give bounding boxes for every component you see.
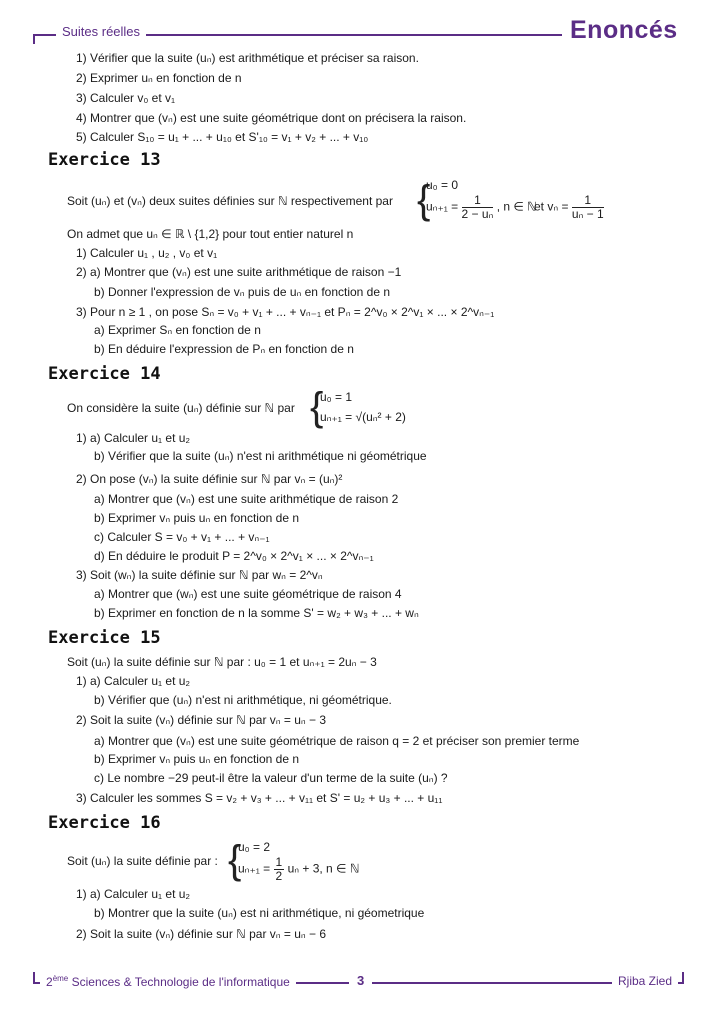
system-line-u0: u₀ = 0 (426, 178, 459, 192)
exercise-13-title: Exercice 13 (48, 150, 161, 170)
system-brace: { (417, 178, 431, 222)
footer-course: 2ème Sciences & Technologie de l'informatique (40, 974, 296, 989)
list-item: 3) Calculer v₀ et v₁ (76, 91, 176, 105)
system-line-recurrence: uₙ₊₁ = $\frac{1}{2}$ uₙ + 3, n ∈ ℕ (238, 855, 360, 883)
fraction: $\frac{1}{2}$ (275, 855, 283, 883)
list-item: 2) Exprimer uₙ en fonction de n (76, 71, 242, 85)
exercise-15-intro: Soit (uₙ) la suite définie sur ℕ par : u₀ = 1 et uₙ₊₁ = 2uₙ − 3 (67, 655, 377, 669)
list-item: 1) a) Calculer u₁ et u₂ (76, 674, 191, 688)
system-line-u0: u₀ = 2 (238, 840, 271, 854)
list-item: b) Exprimer en fonction de n la somme S' = w₂ + w₃ + ... + wₙ (94, 606, 419, 620)
v-definition: et vₙ = $\frac{1}{\text{uₙ − 1}}$ (534, 193, 604, 221)
exercise-14-intro: On considère la suite (uₙ) définie sur ℕ par (67, 401, 295, 415)
system-brace: { (228, 838, 242, 882)
list-item: 1) a) Calculer u₁ et u₂ (76, 431, 191, 445)
exercise-16-intro: Soit (uₙ) la suite définie par : (67, 854, 218, 868)
list-item: 3) Calculer les sommes S = v₂ + v₃ + ... + v₁₁ et S' = u₂ + u₃ + ... + u₁₁ (76, 791, 443, 805)
system-brace: { (310, 385, 324, 429)
system-line-recurrence: uₙ₊₁ = $\frac{1}{\text{2 − uₙ}}$ , n ∈ ℕ (426, 193, 537, 221)
exercise-13-admit: On admet que uₙ ∈ ℝ \ {1,2} pour tout entier naturel n (67, 227, 354, 241)
list-item: a) Montrer que (vₙ) est une suite géométrique de raison q = 2 et préciser son premier terme (94, 734, 580, 748)
exercise-14-title: Exercice 14 (48, 364, 161, 384)
list-item: 4) Montrer que (vₙ) est une suite géométrique dont on précisera la raison. (76, 111, 467, 125)
list-item: c) Calculer S = v₀ + v₁ + ... + vₙ₋₁ (94, 530, 270, 544)
list-item: b) Donner l'expression de vₙ puis de uₙ en fonction de n (94, 285, 391, 299)
list-item: 2) a) Montrer que (vₙ) est une suite arithmétique de raison −1 (76, 265, 402, 279)
list-item: 1) a) Calculer u₁ et u₂ (76, 887, 191, 901)
list-item: b) Exprimer vₙ puis uₙ en fonction de n (94, 511, 299, 525)
exercise-15-title: Exercice 15 (48, 628, 161, 648)
footer-rule-left (33, 972, 35, 984)
list-item: d) En déduire le produit P = 2^v₀ × 2^v₁ × ... × 2^vₙ₋₁ (94, 549, 374, 563)
list-item: a) Montrer que (vₙ) est une suite arithmétique de raison 2 (94, 492, 399, 506)
list-item: 1) Vérifier que la suite (uₙ) est arithmétique et préciser sa raison. (76, 51, 419, 65)
exercise-16-title: Exercice 16 (48, 813, 161, 833)
list-item: 2) Soit la suite (vₙ) définie sur ℕ par vₙ = uₙ − 6 (76, 927, 327, 941)
list-item: 3) Pour n ≥ 1 , on pose Sₙ = v₀ + v₁ + ... + vₙ₋₁ et Pₙ = 2^v₀ × 2^v₁ × ... × 2^vₙ₋₁ (76, 305, 495, 319)
header-rule-left (33, 34, 35, 44)
page-heading: Enoncés (562, 16, 688, 45)
page-number: 3 (349, 973, 372, 988)
list-item: 3) Soit (wₙ) la suite définie sur ℕ par wₙ = 2^vₙ (76, 568, 323, 582)
exercise-13-intro: Soit (uₙ) et (vₙ) deux suites définies sur ℕ respectivement par (67, 194, 393, 208)
fraction: $\frac{1}{\text{uₙ − 1}}$ (571, 193, 604, 221)
list-item: a) Exprimer Sₙ en fonction de n (94, 323, 261, 337)
system-line-u0: u₀ = 1 (320, 390, 353, 404)
list-item: 1) Calculer u₁ , u₂ , v₀ et v₁ (76, 246, 218, 260)
system-line-recurrence: uₙ₊₁ = √(uₙ² + 2) (320, 410, 406, 424)
section-title: Suites réelles (56, 24, 146, 39)
list-item: c) Le nombre −29 peut-il être la valeur d'un terme de la suite (uₙ) ? (94, 771, 448, 785)
list-item: b) Vérifier que la suite (uₙ) n'est ni arithmétique ni géométrique (94, 449, 427, 463)
footer-author: Rjiba Zied (612, 974, 678, 988)
list-item: a) Montrer que (wₙ) est une suite géométrique de raison 4 (94, 587, 402, 601)
list-item: 2) On pose (vₙ) la suite définie sur ℕ par vₙ = (uₙ)² (76, 472, 343, 486)
fraction: $\frac{1}{\text{2 − uₙ}}$ (461, 193, 494, 221)
footer-rule-right (682, 972, 684, 984)
list-item: b) En déduire l'expression de Pₙ en fonction de n (94, 342, 354, 356)
list-item: b) Exprimer vₙ puis uₙ en fonction de n (94, 752, 299, 766)
list-item: b) Vérifier que (uₙ) n'est ni arithmétique, ni géométrique. (94, 693, 392, 707)
list-item: b) Montrer que la suite (uₙ) est ni arithmétique, ni géometrique (94, 906, 425, 920)
list-item: 5) Calculer S₁₀ = u₁ + ... + u₁₀ et S'₁₀ = v₁ + v₂ + ... + v₁₀ (76, 130, 369, 144)
list-item: 2) Soit la suite (vₙ) définie sur ℕ par vₙ = uₙ − 3 (76, 713, 327, 727)
